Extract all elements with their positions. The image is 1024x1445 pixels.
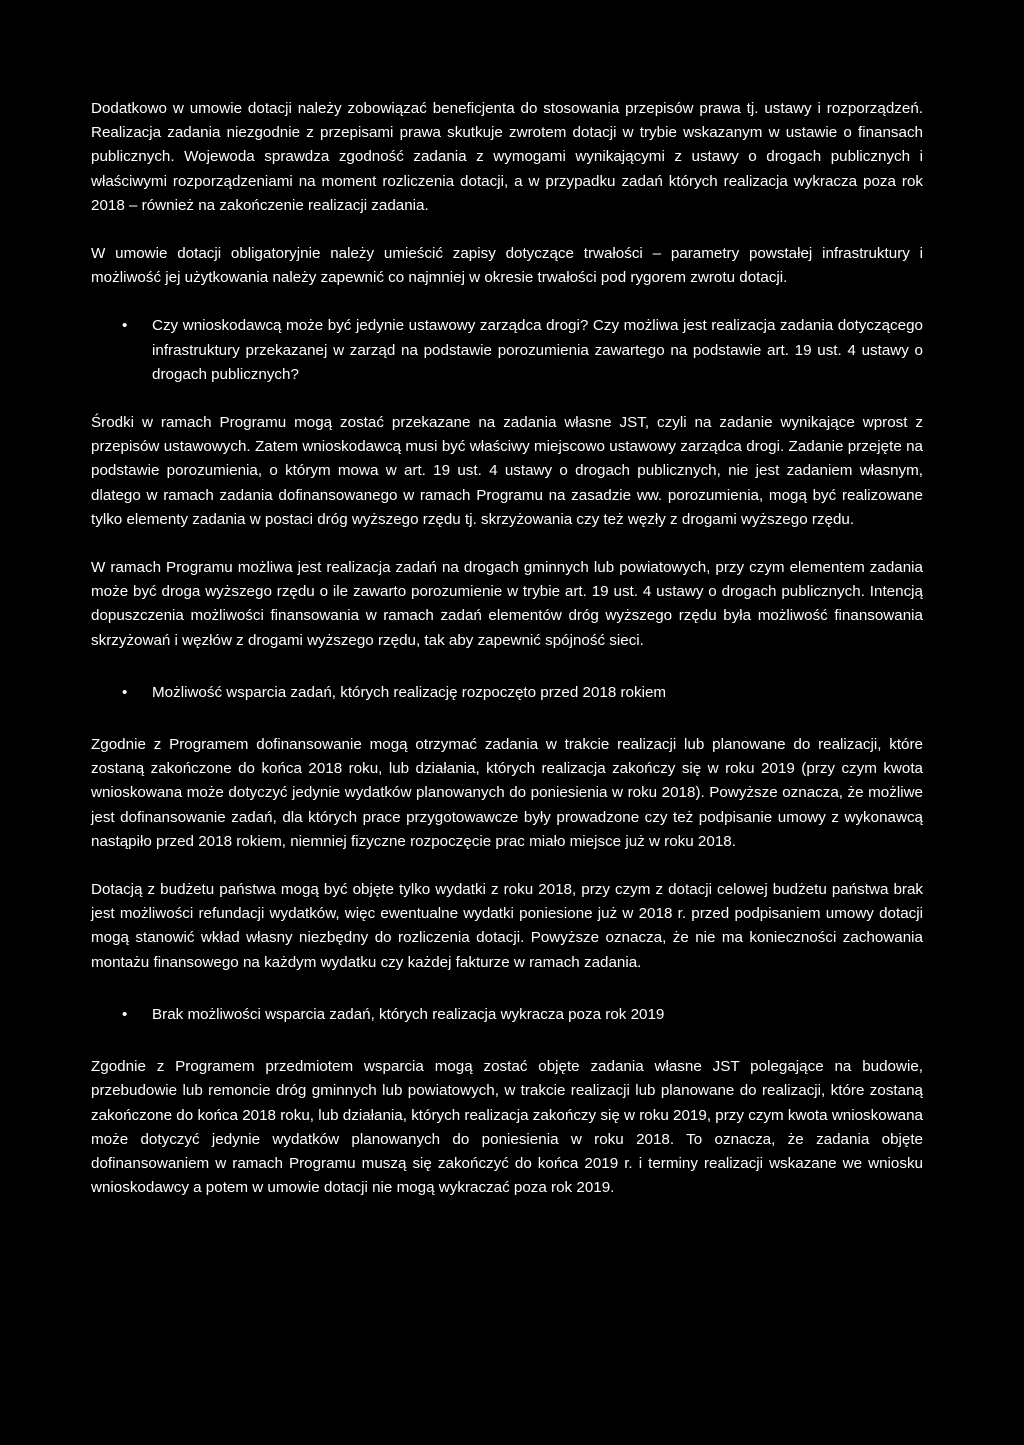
paragraph-obligations: Dodatkowo w umowie dotacji należy zobowiązać beneficjenta do stosowania przepisów prawa tj. ustawy i rozporządzeń. Realizacja zadania niezgodnie z przepisami prawa skutkuje zwrotem dotacji w trybie wskazanym w ustawie o finansach publicznych. Wojewoda sprawdza zgodność zadania z wymogami wynikającymi z ustawy o drogach publicznych i właściwymi rozporządzeniami na moment rozliczenia dotacji, a w przypadku zadań których realizacja wykracza poza rok 2018 – również na zakończenie realizacji zadania. <box>91 100 923 214</box>
bullet-question-applicant <box>91 314 923 387</box>
paragraph-support-scope: Zgodnie z Programem przedmiotem wsparcia mogą zostać objęte zadania własne JST polegające na budowie, przebudowie lub remoncie dróg gminnych lub powiatowych, w trakcie realizacji lub planowane do realizacji, które zostaną zakończone do końca 2018 roku, lub działania, których realizacja zakończy się w roku 2019, przy czym kwota wnioskowana może dotyczyć jedynie wydatków planowanych do poniesienia w roku 2018. To oznacza, że zadania objęte dofinansowaniem w ramach Programu muszą się zakończyć do końca 2019 r. i terminy realizacji wskazane we wniosku wnioskodawcy a potem w umowie dotacji nie mogą wykraczać poza rok 2019. <box>91 1058 923 1197</box>
bullet-dot-icon: • <box>122 317 128 335</box>
bullet-tasks-started-before-2018 <box>91 681 923 705</box>
paragraph-program-eligibility: Zgodnie z Programem dofinansowanie mogą otrzymać zadania w trakcie realizacji lub planowane do realizacji, które zostaną zakończone do końca 2018 roku, lub działania, których realizacja zakończy się w roku 2019 (przy czym kwota wnioskowana może dotyczyć jedynie wydatków planowanych do poniesienia w roku 2018). Powyższe oznacza, że możliwe jest dofinansowanie zadań, dla których prace przygotowawcze były prowadzone czy też podpisanie umowy z wykonawcą nastąpiło przed 2018 rokiem, niemniej fizyczne rozpoczęcie prac miało miejsce już w roku 2018. <box>91 736 923 850</box>
paragraph-durability: W umowie dotacji obligatoryjnie należy umieścić zapisy dotyczące trwałości – parametry powstałej infrastruktury i możliwość jej użytkowania należy zapewnić co najmniej w okresie trwałości pod rygorem zwrotu dotacji. <box>91 245 923 287</box>
bullet-text: Czy wnioskodawcą może być jedynie ustawowy zarządca drogi? Czy możliwa jest realizacja zadania dotyczącego infrastruktury przekazanej w zarząd na podstawie porozumienia zawartego na podstawie art. 19 ust. 4 ustawy o drogach publicznych? <box>152 317 923 383</box>
paragraph-higher-order-roads: W ramach Programu możliwa jest realizacja zadań na drogach gminnych lub powiatowych, przy czym elementem zadania może być droga wyższego rzędu o ile zawarto porozumienie w trybie art. 19 ust. 4 ustawy o drogach publicznych. Intencją dopuszczenia możliwości finansowania w ramach zadań elementów dróg wyższego rzędu była możliwość finansowania skrzyżowań i węzłów z drogami wyższego rzędu, tak aby zapewnić spójność sieci. <box>91 559 923 649</box>
bullet-dot-icon: • <box>122 683 128 701</box>
paragraph-funds-own-tasks: Środki w ramach Programu mogą zostać przekazane na zadania własne JST, czyli na zadanie wynikające wprost z przepisów ustawowych. Zatem wnioskodawcą musi być właściwy miejscowo ustawowy zarządca drogi. Zadanie przejęte na podstawie porozumienia, o którym mowa w art. 19 ust. 4 ustawy o drogach publicznych, nie jest zadaniem własnym, dlatego w ramach zadania dofinansowanego w ramach Programu na zasadzie ww. porozumienia, mogą być realizowane tylko elementy zadania w postaci dróg wyższego rzędu tj. skrzyżowania czy też węzły z drogami wyższego rzędu. <box>91 414 923 528</box>
bullet-tasks-beyond-2019 <box>91 1003 923 1027</box>
paragraph-state-budget-subsidy: Dotacją z budżetu państwa mogą być objęte tylko wydatki z roku 2018, przy czym z dotacji celowej budżetu państwa brak jest możliwości refundacji wydatków, więc ewentualne wydatki poniesione już w 2018 r. przed podpisaniem umowy dotacji mogą stanowić wkład własny niezbędny do rozliczenia dotacji. Powyższe oznacza, że nie ma konieczności zachowania montażu finansowego na każdym wydatku czy każdej fakturze w ramach zadania. <box>91 881 923 971</box>
bullet-dot-icon: • <box>122 1005 128 1023</box>
bullet-text: Brak możliwości wsparcia zadań, których realizacja wykracza poza rok 2019 <box>152 1005 665 1023</box>
document-page <box>91 97 923 1224</box>
bullet-text: Możliwość wsparcia zadań, których realizację rozpoczęto przed 2018 rokiem <box>152 683 667 701</box>
